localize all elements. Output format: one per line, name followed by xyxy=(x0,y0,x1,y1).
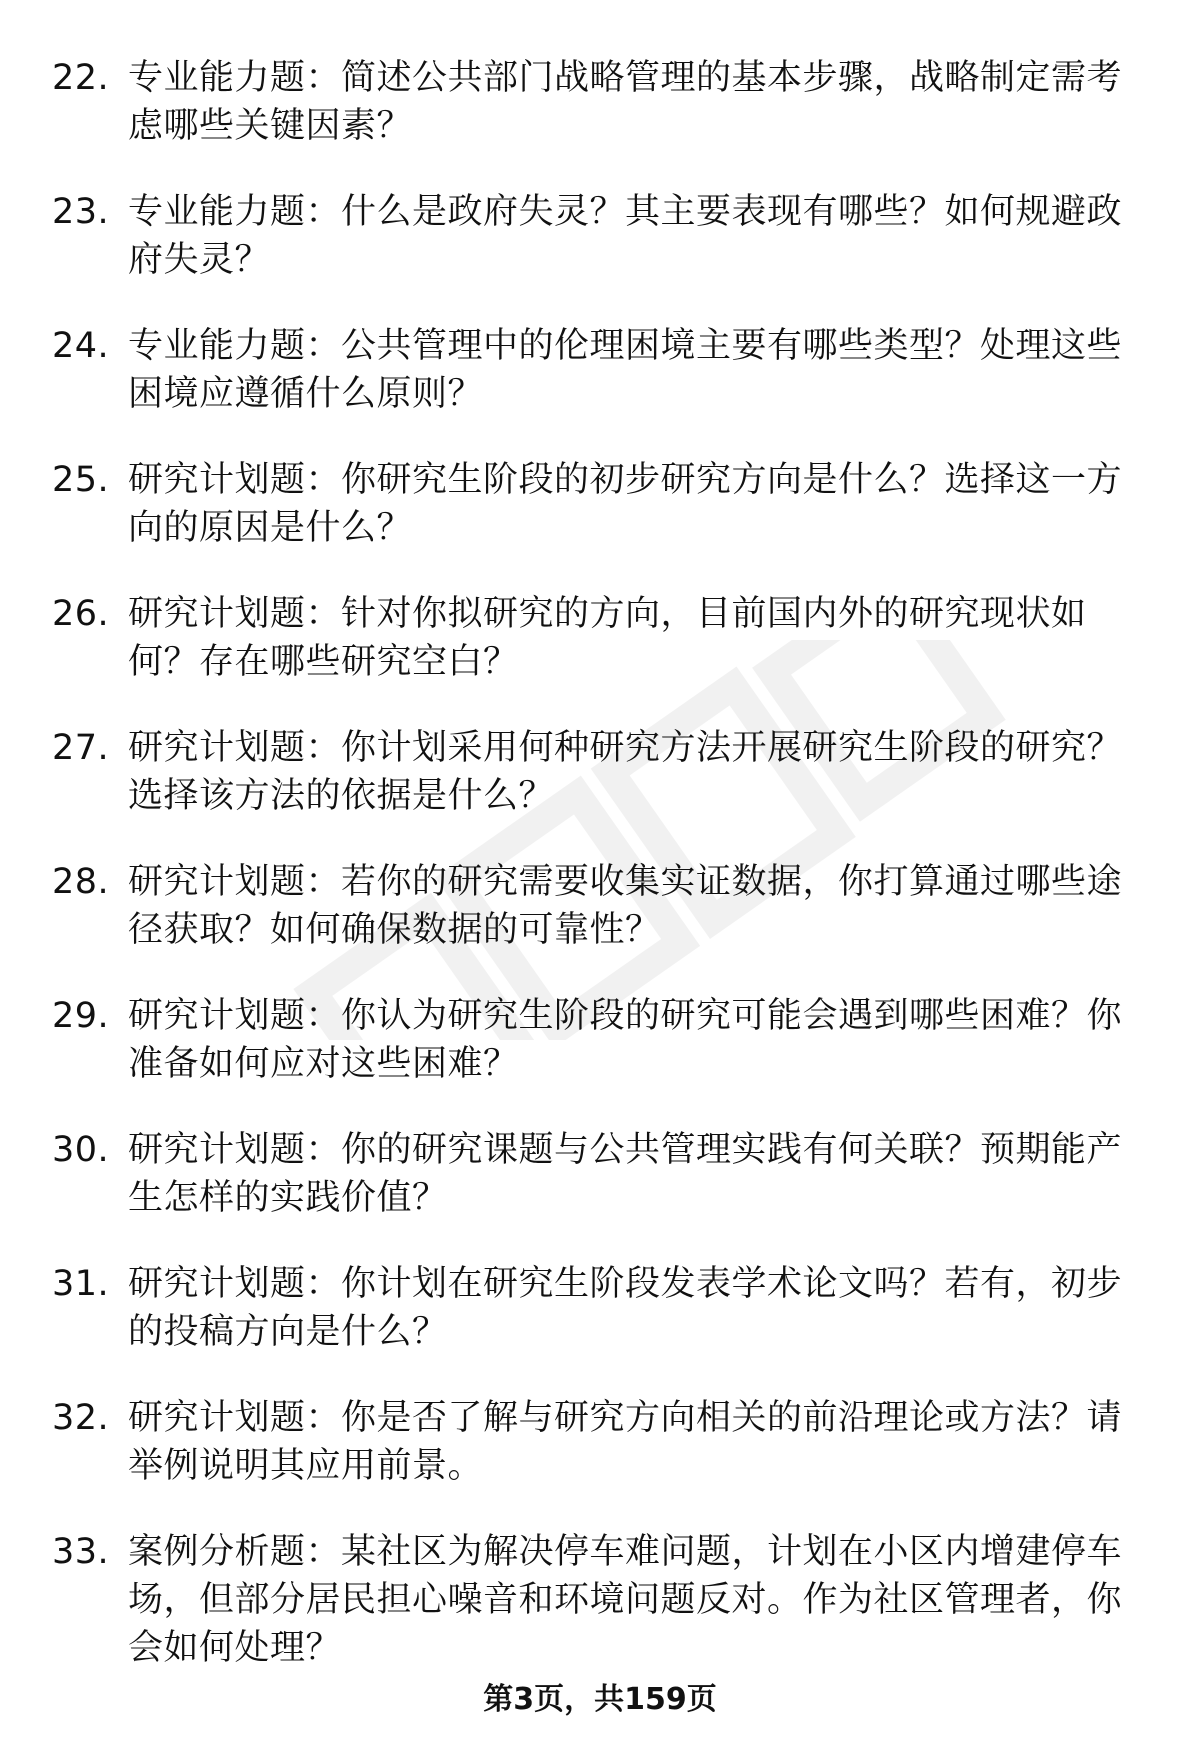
question-number: 25. xyxy=(52,460,110,500)
question-item xyxy=(52,456,1142,552)
question-item xyxy=(52,54,1142,150)
question-item xyxy=(52,992,1142,1088)
question-number: 23. xyxy=(52,192,110,232)
page-number-footer: 第3页，共159页 xyxy=(483,1682,717,1717)
question-item xyxy=(52,590,1142,686)
question-item xyxy=(52,1126,1142,1222)
question-item xyxy=(52,1394,1142,1490)
question-text: 案例分析题：某社区为解决停车难问题，计划在小区内增建停车场，但部分居民担心噪音和环境问题反对。作为社区管理者，你会如何处理？ xyxy=(128,1532,1123,1668)
question-item xyxy=(52,724,1142,820)
question-item xyxy=(52,322,1142,418)
question-text: 专业能力题：简述公共部门战略管理的基本步骤，战略制定需考虑哪些关键因素？ xyxy=(128,58,1123,146)
question-number: 32. xyxy=(52,1398,110,1438)
question-number: 33. xyxy=(52,1532,110,1572)
question-item xyxy=(52,188,1142,284)
question-text: 研究计划题：你研究生阶段的初步研究方向是什么？选择这一方向的原因是什么？ xyxy=(128,460,1123,548)
question-number: 31. xyxy=(52,1264,110,1304)
question-text: 研究计划题：你计划在研究生阶段发表学术论文吗？若有，初步的投稿方向是什么？ xyxy=(128,1264,1123,1352)
question-number: 24. xyxy=(52,326,110,366)
question-item xyxy=(52,1528,1142,1672)
question-text: 研究计划题：你认为研究生阶段的研究可能会遇到哪些困难？你准备如何应对这些困难？ xyxy=(128,996,1123,1084)
question-number: 27. xyxy=(52,728,110,768)
question-number: 30. xyxy=(52,1130,110,1170)
question-text: 研究计划题：你的研究课题与公共管理实践有何关联？预期能产生怎样的实践价值？ xyxy=(128,1130,1123,1218)
question-text: 研究计划题：你是否了解与研究方向相关的前沿理论或方法？请举例说明其应用前景。 xyxy=(128,1398,1123,1486)
question-text: 研究计划题：针对你拟研究的方向，目前国内外的研究现状如何？存在哪些研究空白？ xyxy=(128,594,1087,682)
question-number: 26. xyxy=(52,594,110,634)
question-item xyxy=(52,858,1142,954)
question-text: 研究计划题：若你的研究需要收集实证数据，你打算通过哪些途径获取？如何确保数据的可靠性？ xyxy=(128,862,1123,950)
question-number: 22. xyxy=(52,58,110,98)
question-text: 研究计划题：你计划采用何种研究方法开展研究生阶段的研究？选择该方法的依据是什么？ xyxy=(128,728,1123,816)
question-list xyxy=(52,54,1142,1710)
question-number: 28. xyxy=(52,862,110,902)
question-text: 专业能力题：什么是政府失灵？其主要表现有哪些？如何规避政府失灵？ xyxy=(128,192,1123,280)
question-item xyxy=(52,1260,1142,1356)
question-text: 专业能力题：公共管理中的伦理困境主要有哪些类型？处理这些困境应遵循什么原则？ xyxy=(128,326,1123,414)
question-number: 29. xyxy=(52,996,110,1036)
